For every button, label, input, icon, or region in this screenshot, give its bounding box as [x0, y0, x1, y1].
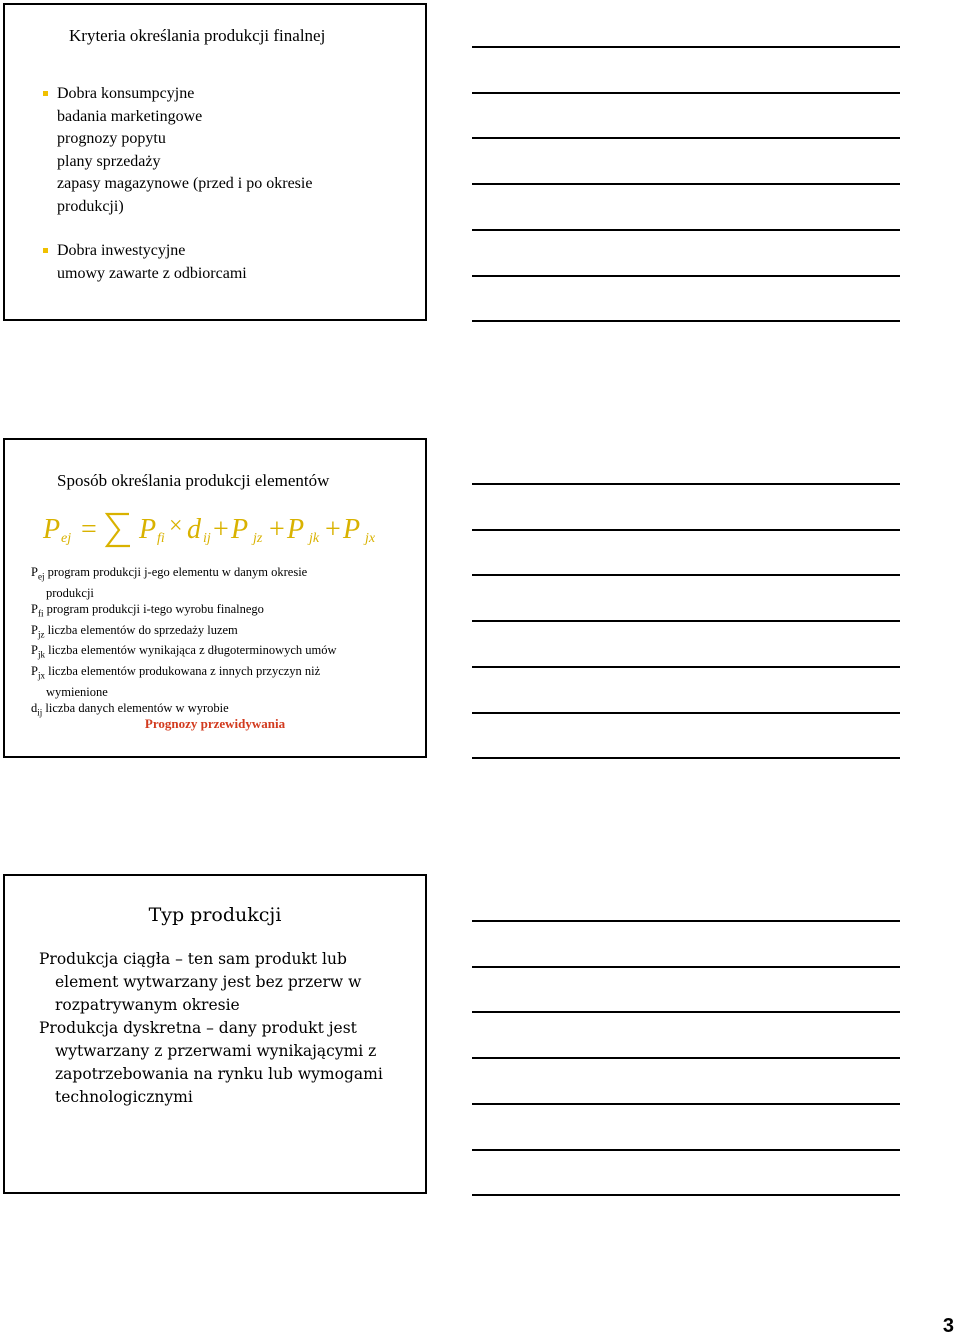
- list-line: Dobra konsumpcyjne: [57, 85, 195, 102]
- formula-subscript: ij: [203, 531, 211, 546]
- list-line: umowy zawarte z odbiorcami: [57, 264, 247, 282]
- formula-symbol: P: [343, 514, 361, 545]
- slide-1-title: Kryteria określania produkcji finalnej: [69, 26, 326, 45]
- formula-subscript: jz: [253, 531, 263, 546]
- list-line: zapasy magazynowe (przed i po okresie: [57, 175, 313, 192]
- formula-subscript: ej: [61, 531, 72, 546]
- production-formula: [33, 504, 393, 554]
- formula-subscript: fi: [157, 531, 165, 546]
- formula-symbol: P: [43, 514, 61, 545]
- list-line: badania marketingowe: [57, 107, 203, 125]
- formula-operator: =: [81, 514, 97, 545]
- formula-operator: +: [325, 514, 341, 545]
- slide-2: [3, 438, 427, 758]
- forecast-link[interactable]: Prognozy przewidywania: [144, 716, 286, 731]
- paragraph-continuous: Produkcja ciągła – ten sam produkt lub element wytwarzany jest bez przerw w rozpatrywanym okresie: [39, 950, 362, 1014]
- list-line: plany sprzedaży: [57, 152, 161, 170]
- sigma-icon: [103, 510, 133, 550]
- list-line: prognozy popytu: [57, 130, 166, 147]
- definition-ij: $d_{ij}$ liczba danych elementów w wyrobie: [31, 700, 229, 718]
- slide-2-title: Sposób określania produkcji elementów: [57, 471, 330, 490]
- formula-operator: ×: [169, 513, 183, 539]
- bullet-square-icon: [43, 91, 48, 96]
- definition-jk: $P_{jk}$ liczba elementów wynikająca z długoterminowych umów: [31, 643, 337, 660]
- formula-symbol: P: [231, 514, 249, 545]
- slide-1-list: [43, 83, 312, 285]
- slide-1: [3, 3, 427, 321]
- paragraph-discrete: Produkcja dyskretna – dany produkt jest wytwarzany z przerwami wynikającymi z zapotrzebowania na rynku lub wymogami technologicznymi: [39, 1019, 383, 1106]
- formula-symbol: d: [187, 514, 201, 545]
- formula-symbol: P: [139, 514, 157, 545]
- formula-operator: +: [269, 514, 285, 545]
- formula-operator: +: [213, 514, 229, 545]
- list-line: Dobra inwestycyjne: [57, 242, 186, 259]
- definition-jz: $P_{jz}$ liczba elementów do sprzedaży luzem: [31, 622, 238, 640]
- bullet-square-icon: [43, 248, 48, 253]
- definition-fi: $P_{fi}$ program produkcji i-tego wyrobu finalnego: [31, 601, 264, 619]
- slide-3-title: Typ produkcji: [148, 904, 282, 926]
- bullet-group-consumer: [43, 83, 312, 218]
- formula-subscript: jx: [365, 531, 376, 546]
- formula-symbol: P: [287, 514, 305, 545]
- formula-subscript: jk: [309, 531, 320, 546]
- list-line: produkcji): [57, 197, 124, 215]
- definition-ej: $P_{ej}$ program produkcji j-ego elementu w danym okresie produkcji: [31, 565, 308, 600]
- page-number: 3: [942, 1315, 954, 1337]
- slide-3: [3, 874, 427, 1194]
- slide-3-body: [39, 948, 411, 1109]
- bullet-group-investment: [43, 240, 312, 285]
- definition-jx: $P_{jx}$ liczba elementów produkowana z innych przyczyn niż wymienione: [31, 664, 321, 699]
- definitions-list: [31, 564, 411, 721]
